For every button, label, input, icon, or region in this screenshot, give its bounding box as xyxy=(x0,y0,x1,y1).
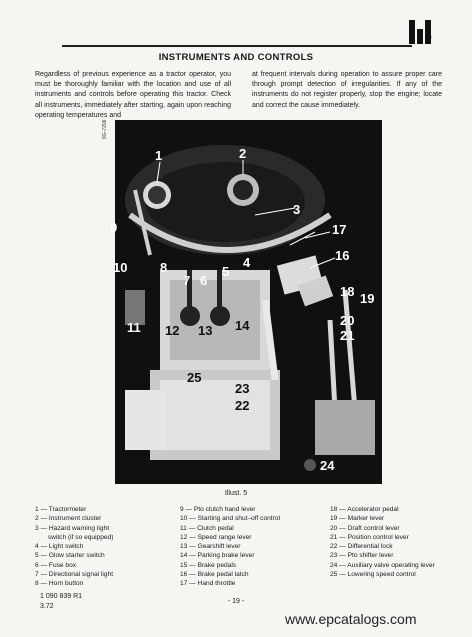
legend-item: 23 — Pto shifter lever xyxy=(330,552,394,560)
legend-item: 12 — Speed range lever xyxy=(180,533,252,541)
tractor-controls-photo xyxy=(110,120,382,484)
legend-item: 2 — Instrument cluster xyxy=(35,515,102,523)
page-number: - 19 - xyxy=(227,598,245,605)
legend-item: 11 — Clutch pedal xyxy=(180,524,234,532)
legend-item: 14 — Parking brake lever xyxy=(180,552,255,560)
photo-callout-7: 7 xyxy=(183,273,191,288)
legend-item: 9 — Pto clutch hand lever xyxy=(180,506,256,513)
legend-item: 1 — Tractormeter xyxy=(35,506,87,513)
photo-callout-19: 19 xyxy=(360,291,375,306)
legend-column-3 xyxy=(330,505,435,579)
photo-callout-24: 24 xyxy=(320,458,335,473)
legend-item: 10 — Starting and shut–off control xyxy=(180,515,280,523)
legend-item: 22 — Differential lock xyxy=(330,543,393,551)
legend-item: 17 — Hand throttle xyxy=(180,580,236,588)
legend-item: 8 — Horn button xyxy=(35,580,84,588)
photo-callout-21: 21 xyxy=(340,328,355,343)
photo-callout-3: 3 xyxy=(293,202,301,217)
photo-callout-25: 25 xyxy=(187,370,202,385)
photo-callout-16: 16 xyxy=(335,248,350,263)
intro-paragraph-right: at frequent intervals during operation to assure proper care through prompt detection of irregularities. If any of the instruments do not register properly, stop the engine; locate and correct the cause immediately. xyxy=(252,71,442,109)
photo-callout-12: 12 xyxy=(165,323,180,338)
photo-callout-2: 2 xyxy=(239,146,247,161)
photo-callout-18: 18 xyxy=(340,284,355,299)
photo-callout-20: 20 xyxy=(340,313,355,328)
photo-callout-1: 1 xyxy=(155,148,163,163)
legend-column-1 xyxy=(35,505,113,589)
legend-item: 7 — Directional signal light xyxy=(35,571,114,579)
photo-callout-11: 11 xyxy=(127,320,141,335)
legend-item: 4 — Light switch xyxy=(35,543,84,551)
photo-callout-9: 9 xyxy=(110,220,118,235)
photo-callout-22: 22 xyxy=(235,398,250,413)
legend-item: 16 — Brake pedal latch xyxy=(180,571,249,579)
document-code-line-2: 3.72 xyxy=(40,603,54,610)
document-code-line-1: 1 090 839 R1 xyxy=(40,593,83,600)
legend-item: 21 — Position control lever xyxy=(330,533,409,541)
photo-callout-14: 14 xyxy=(235,318,250,333)
photo-callout-23: 23 xyxy=(235,381,250,396)
legend-item: 15 — Brake pedals xyxy=(180,561,237,569)
legend-item: 19 — Marker lever xyxy=(330,515,385,523)
photo-callout-17: 17 xyxy=(332,222,347,237)
legend-item: 24 — Auxiliary valve operating lever xyxy=(330,561,435,569)
legend-item: 20 — Draft control lever xyxy=(330,524,400,532)
legend-item: 3 — Hazard warning light xyxy=(35,524,110,532)
watermark-url: www.epcatalogs.com xyxy=(285,611,417,627)
photo-callout-15: 15 xyxy=(277,318,292,333)
photo-code: 9G-7206 xyxy=(102,119,108,139)
illustration-caption: Illust. 5 xyxy=(224,490,248,497)
title-rule xyxy=(62,45,412,47)
legend-item: 13 — Gearshift lever xyxy=(180,543,241,551)
legend-item: 6 — Fuse box xyxy=(35,561,77,569)
photo-callout-13: 13 xyxy=(198,323,213,338)
legend-item: 18 — Accelerator pedal xyxy=(330,506,399,513)
legend-item: 5 — Glow starter switch xyxy=(35,552,105,560)
legend-item: 25 — Lowering speed control xyxy=(330,571,416,579)
page-title: INSTRUMENTS AND CONTROLS xyxy=(158,52,314,63)
legend-column-2 xyxy=(180,505,280,589)
photo-callout-8: 8 xyxy=(160,260,168,275)
photo-callout-10: 10 xyxy=(113,260,128,275)
legend-item: switch (if so equipped) xyxy=(35,533,114,541)
photo-callout-4: 4 xyxy=(243,255,251,270)
logo-registered-mark: ® xyxy=(428,35,432,41)
photo-callout-6: 6 xyxy=(200,273,208,288)
photo-callout-5: 5 xyxy=(222,264,230,279)
intro-paragraph-left: Regardless of previous experience as a tractor operator, you must be thoroughly familiar with the location and use of all instruments and controls before operating this tractor. Check all instruments, immediately after starting, again upon reaching operating temperatures and xyxy=(35,71,231,119)
